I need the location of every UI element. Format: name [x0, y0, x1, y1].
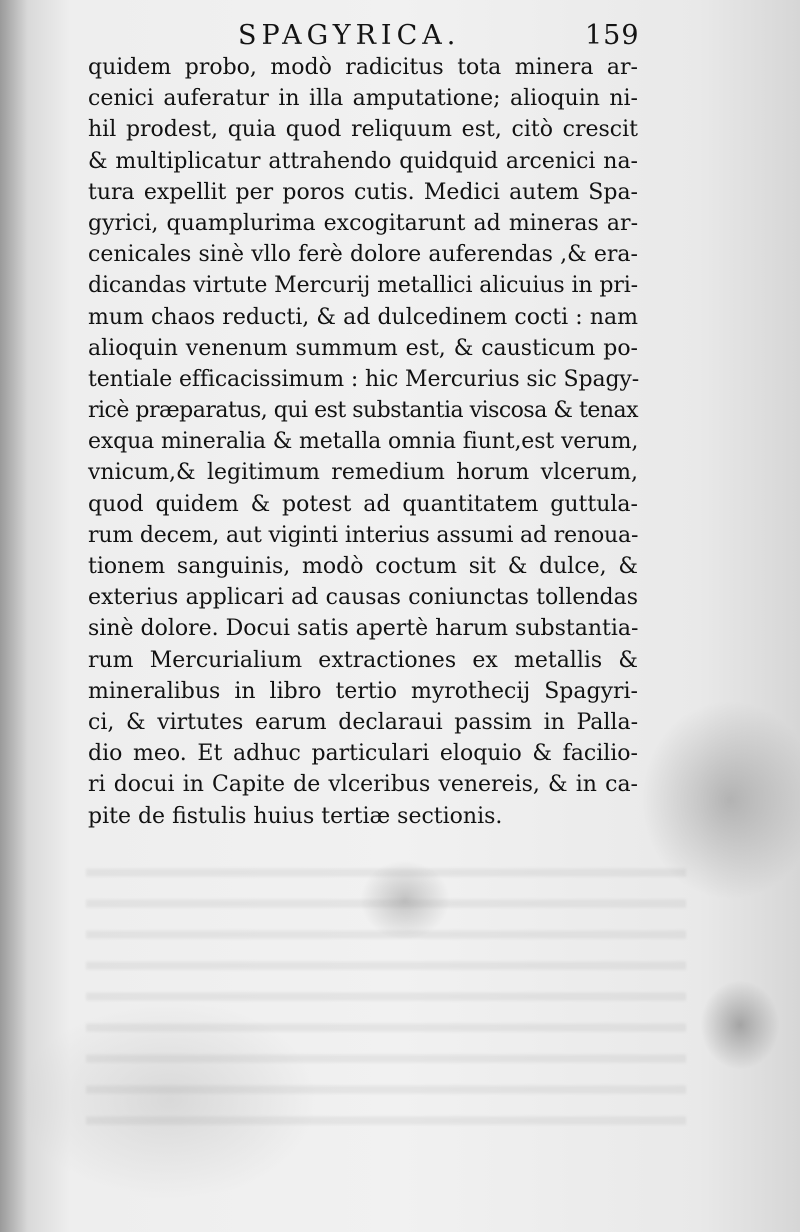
- text-line: mum chaos reducti, & ad dulcedinem cocti : nam: [88, 304, 638, 330]
- text-line: rum Mercurialium extractiones ex metallis &: [88, 647, 638, 673]
- text-line-last: pite de fistulis huius tertiæ sectionis.: [88, 803, 503, 829]
- show-through-text: [86, 850, 686, 1140]
- page-number: 159: [585, 20, 640, 51]
- text-line: dicandas virtute Mercurij metallici alicuius in pri-: [88, 273, 638, 299]
- text-line: dio meo. Et adhuc particulari eloquio & facilio-: [88, 741, 638, 767]
- text-line: tura expellit per poros cutis. Medici autem Spa-: [88, 179, 638, 205]
- body-text: [88, 52, 638, 832]
- text-line: vnicum,& legitimum remedium horum vlcerum,: [88, 460, 638, 486]
- text-line: exqua mineralia & metalla omnia fiunt,est verum,: [88, 429, 639, 455]
- text-line: cenici auferatur in illa amputatione; alioquin ni-: [88, 86, 638, 112]
- text-line: sinè dolore. Docui satis apertè harum substantia-: [88, 616, 639, 642]
- text-line: rum decem, aut viginti interius assumi ad renoua-: [88, 522, 639, 548]
- text-line: hil prodest, quia quod reliquum est, citò crescit: [88, 117, 638, 143]
- text-line: ricè præparatus, qui est substantia viscosa & tenax: [88, 398, 638, 424]
- text-line: quidem probo, modò radicitus tota minera ar-: [88, 55, 638, 80]
- water-stain: [640, 700, 800, 900]
- text-line: & multiplicatur attrahendo quidquid arcenici na-: [88, 148, 638, 174]
- text-line: quod quidem & potest ad quantitatem guttula-: [88, 491, 638, 517]
- text-line: tentiale efficacissimum : hic Mercurius sic Spagy-: [88, 366, 640, 392]
- text-line: ci, & virtutes earum declaraui passim in Palla-: [88, 709, 638, 735]
- text-line: cenicales sinè vllo ferè dolore auferendas ,& era-: [88, 242, 638, 268]
- ink-stain: [360, 860, 450, 940]
- text-line: alioquin venenum summum est, & causticum po-: [88, 335, 638, 361]
- text-line: exterius applicari ad causas coniunctas tollendas: [88, 585, 638, 611]
- paper-discoloration: [20, 1000, 320, 1200]
- text-line: tionem sanguinis, modò coctum sit & dulce, &: [88, 554, 638, 579]
- running-head: SPAGYRICA.: [238, 20, 461, 51]
- ink-stain: [700, 980, 780, 1070]
- text-line: mineralibus in libro tertio myrothecij Spagyri-: [88, 678, 638, 704]
- text-line: gyrici, quamplurima excogitarunt ad mineras ar-: [88, 210, 638, 236]
- text-line: ri docui in Capite de vlceribus venereis, & in ca-: [88, 772, 638, 798]
